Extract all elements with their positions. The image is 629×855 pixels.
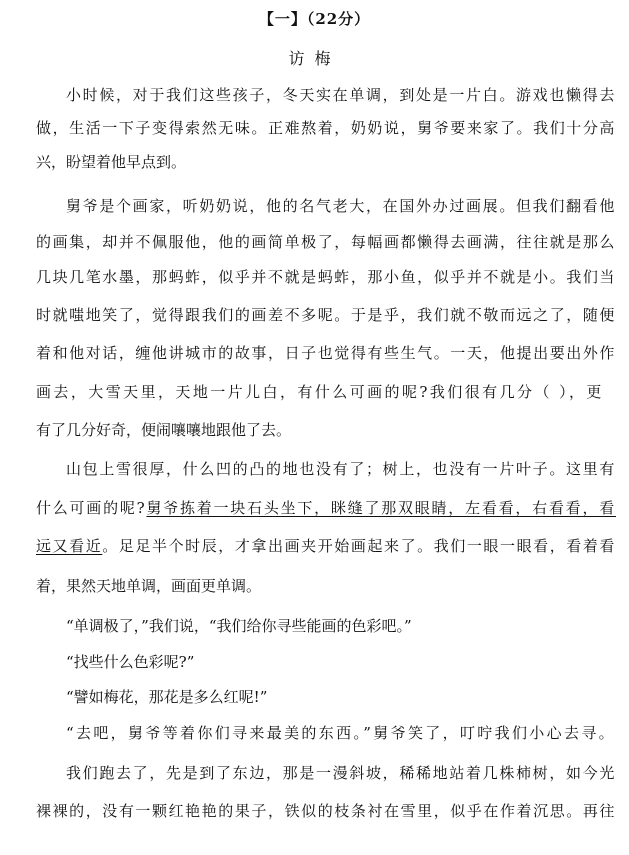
body-line bbox=[36, 266, 616, 290]
body-line bbox=[36, 195, 616, 219]
body-text-segment: 什么可画的呢? bbox=[36, 499, 147, 517]
body-text-segment: 有了几分好奇，便闹嚷嚷地跟他了去。 bbox=[36, 421, 292, 439]
body-text-segment: 裸裸的，没有一颗红艳艳的果子，铁似的枝条衬在雪里，似乎在作着沉思。再往 bbox=[36, 802, 616, 820]
body-line bbox=[36, 304, 616, 328]
body-text-segment: 着和他对话，缠他讲城市的故事，日子也觉得有些生气。一天，他提出要出外作 bbox=[36, 344, 616, 362]
underlined-text: 舅爷拣着一块石头坐下，眯缝了那双眼睛，左看看，右看看，看 bbox=[146, 499, 616, 517]
body-line bbox=[36, 381, 616, 405]
body-line bbox=[36, 651, 616, 675]
body-line bbox=[36, 151, 616, 175]
body-line bbox=[36, 800, 616, 824]
body-text-segment: 几块几笔水墨，那蚂蚱，似乎并不就是蚂蚱，那小鱼，似乎并不就是小。我们当 bbox=[36, 268, 616, 286]
body-text-segment: 时就嗤地笑了，觉得跟我们的画差不多呢。于是乎，我们就不敬而远之了，随便 bbox=[36, 306, 616, 324]
body-line bbox=[36, 497, 616, 521]
body-line bbox=[36, 419, 616, 443]
body-line bbox=[36, 762, 616, 786]
body-text-segment: 做，生活一下子变得索然无味。正难熬着，奶奶说，舅爷要来家了。我们十分高 bbox=[36, 119, 616, 137]
body-text-segment: 小时候，对于我们这些孩子，冬天实在单调，到处是一片白。游戏也懒得去 bbox=[66, 86, 616, 104]
body-line bbox=[36, 231, 616, 255]
underlined-text: 远又看近 bbox=[36, 537, 103, 555]
body-line bbox=[36, 458, 616, 482]
body-text-segment: 的画集，却并不佩服他，他的画简单极了，每幅画都懒得去画满，往往就是那么 bbox=[36, 233, 616, 251]
body-line bbox=[36, 117, 616, 141]
body-line bbox=[36, 722, 616, 746]
body-text-segment: 我们跑去了，先是到了东边，那是一漫斜坡，稀稀地站着几株柿树，如今光 bbox=[66, 764, 616, 782]
body-text-segment: 。足足半个时辰，才拿出画夹开始画起来了。我们一眼一眼看，看着看 bbox=[102, 537, 616, 555]
body-text-segment: “去吧，舅爷等着你们寻来最美的东西。”舅爷笑了，叮咛我们小心去寻。 bbox=[66, 724, 616, 742]
body-text-segment: 兴，盼望着他早点到。 bbox=[36, 153, 187, 171]
body-text-segment: 舅爷是个画家，听奶奶说，他的名气老大，在国外办过画展。但我们翻看他 bbox=[66, 197, 616, 215]
body-line bbox=[36, 686, 616, 710]
section-title: 【一】（22分） bbox=[258, 10, 371, 28]
body-line bbox=[36, 342, 616, 366]
body-line bbox=[36, 615, 616, 639]
body-line bbox=[36, 535, 616, 559]
article-title: 访梅 bbox=[288, 49, 341, 68]
body-line bbox=[36, 84, 616, 108]
body-text-segment: “譬如梅花，那花是多么红呢!” bbox=[66, 688, 268, 706]
body-line bbox=[36, 575, 616, 599]
body-text-segment: 画去，大雪天里，天地一片儿白，有什么可画的呢?我们很有几分（ ），更 bbox=[36, 383, 604, 401]
body-text-segment: “单调极了，”我们说，“我们给你寻些能画的色彩吧。” bbox=[66, 617, 412, 635]
body-text-segment: “找些什么色彩呢?” bbox=[66, 653, 195, 671]
body-text-segment: 着，果然天地单调，画面更单调。 bbox=[36, 577, 262, 595]
body-text-segment: 山包上雪很厚，什么凹的凸的地也没有了；树上，也没有一片叶子。这里有 bbox=[66, 460, 616, 478]
